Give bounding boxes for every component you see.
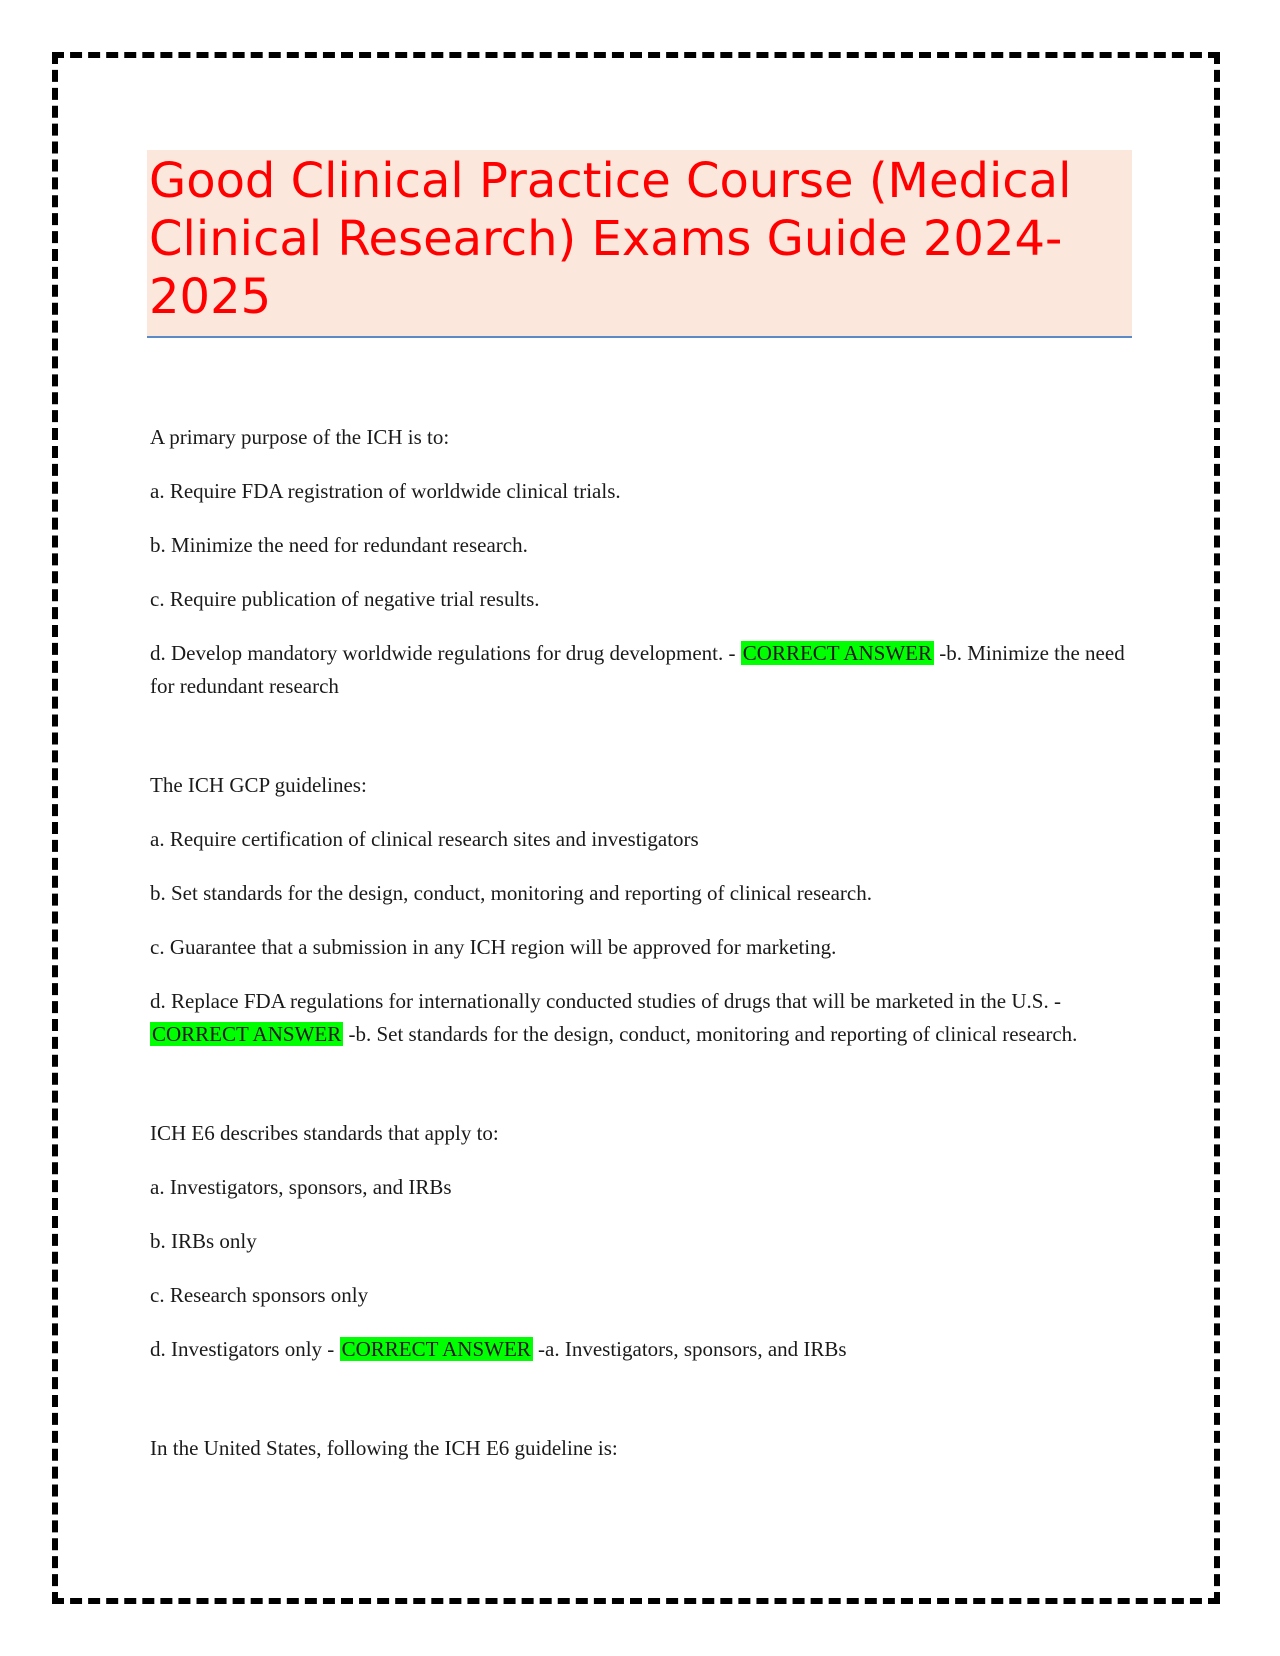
question-stem: ICH E6 describes standards that apply to: [150,1121,499,1145]
question-option-with-answer [150,985,1135,1051]
question-option-with-answer [150,637,1135,703]
document-body [150,150,1135,1486]
question-option: c. Require publication of negative trial results. [150,587,540,611]
correct-answer-highlight: CORRECT ANSWER [742,641,932,665]
question-option-text: d. Investigators only - [150,1337,340,1361]
question-stem: In the United States, following the ICH E6 guideline is: [150,1436,618,1460]
question-option: b. IRBs only [150,1229,257,1253]
document-title: Good Clinical Practice Course (Medical Clinical Research) Exams Guide 2024-2025 [149,153,1072,325]
question-option: a. Require FDA registration of worldwide clinical trials. [150,479,621,503]
question-block [150,1432,1135,1465]
question-option-with-answer [150,1333,1135,1366]
answer-text: -a. Investigators, sponsors, and IRBs [532,1337,847,1361]
question-block [150,1117,1135,1366]
question-stem: A primary purpose of the ICH is to: [150,425,450,449]
correct-answer-highlight: CORRECT ANSWER [152,1022,342,1046]
question-option: c. Guarantee that a submission in any ICH region will be approved for marketing. [150,935,837,959]
question-block [150,769,1135,1051]
correct-answer-highlight: CORRECT ANSWER [341,1337,531,1361]
question-block [150,421,1135,703]
title-banner [147,150,1132,338]
question-option: a. Investigators, sponsors, and IRBs [150,1175,452,1199]
answer-text: -b. Minimize the need for redundant research [150,641,1125,698]
question-option: a. Require certification of clinical research sites and investigators [150,827,699,851]
question-stem: The ICH GCP guidelines: [150,773,367,797]
question-option: b. Minimize the need for redundant research. [150,533,528,557]
question-option: b. Set standards for the design, conduct, monitoring and reporting of clinical research. [150,881,872,905]
question-option: c. Research sponsors only [150,1283,369,1307]
answer-text: -b. Set standards for the design, conduct, monitoring and reporting of clinical research. [343,1022,1078,1046]
question-option-text: d. Replace FDA regulations for internationally conducted studies of drugs that will be marketed in the U.S. - [150,989,1061,1013]
question-option-text: d. Develop mandatory worldwide regulations for drug development. - [150,641,741,665]
